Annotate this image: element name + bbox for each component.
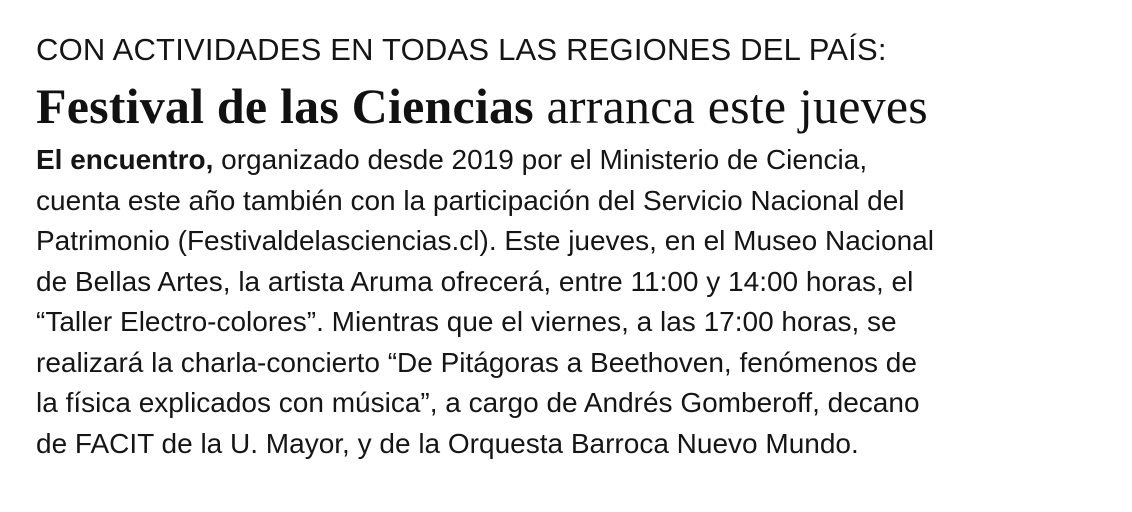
article-kicker: CON ACTIVIDADES EN TODAS LAS REGIONES DEL PAÍS:	[36, 32, 887, 67]
body-line-1	[36, 140, 1096, 181]
body-lead: El encuentro,	[36, 144, 214, 175]
body-line-8: de FACIT de la U. Mayor, y de la Orquesta Barroca Nuevo Mundo.	[36, 427, 859, 459]
body-line-4: de Bellas Artes, la artista Aruma ofrecerá, entre 11:00 y 14:00 horas, el	[36, 265, 914, 297]
body-line-2: cuenta este año también con la participación del Servicio Nacional del	[36, 184, 905, 216]
body-line-6: realizará la charla-concierto “De Pitágoras a Beethoven, fenómenos de	[36, 346, 917, 378]
body-line-7: la física explicados con música”, a cargo de Andrés Gomberoff, decano	[36, 387, 920, 418]
body-line-1-text: organizado desde 2019 por el Ministerio de Ciencia,	[213, 144, 868, 175]
headline-bold-part: Festival de las Ciencias	[36, 78, 534, 134]
article-headline	[36, 78, 1108, 134]
body-line-5: “Taller Electro-colores”. Mientras que el viernes, a las 17:00 horas, se	[36, 306, 897, 337]
body-line-3: Patrimonio (Festivaldelasciencias.cl). Este jueves, en el Museo Nacional	[36, 225, 934, 256]
headline-regular-part: arranca este jueves	[546, 78, 928, 134]
article-body	[36, 140, 1096, 464]
